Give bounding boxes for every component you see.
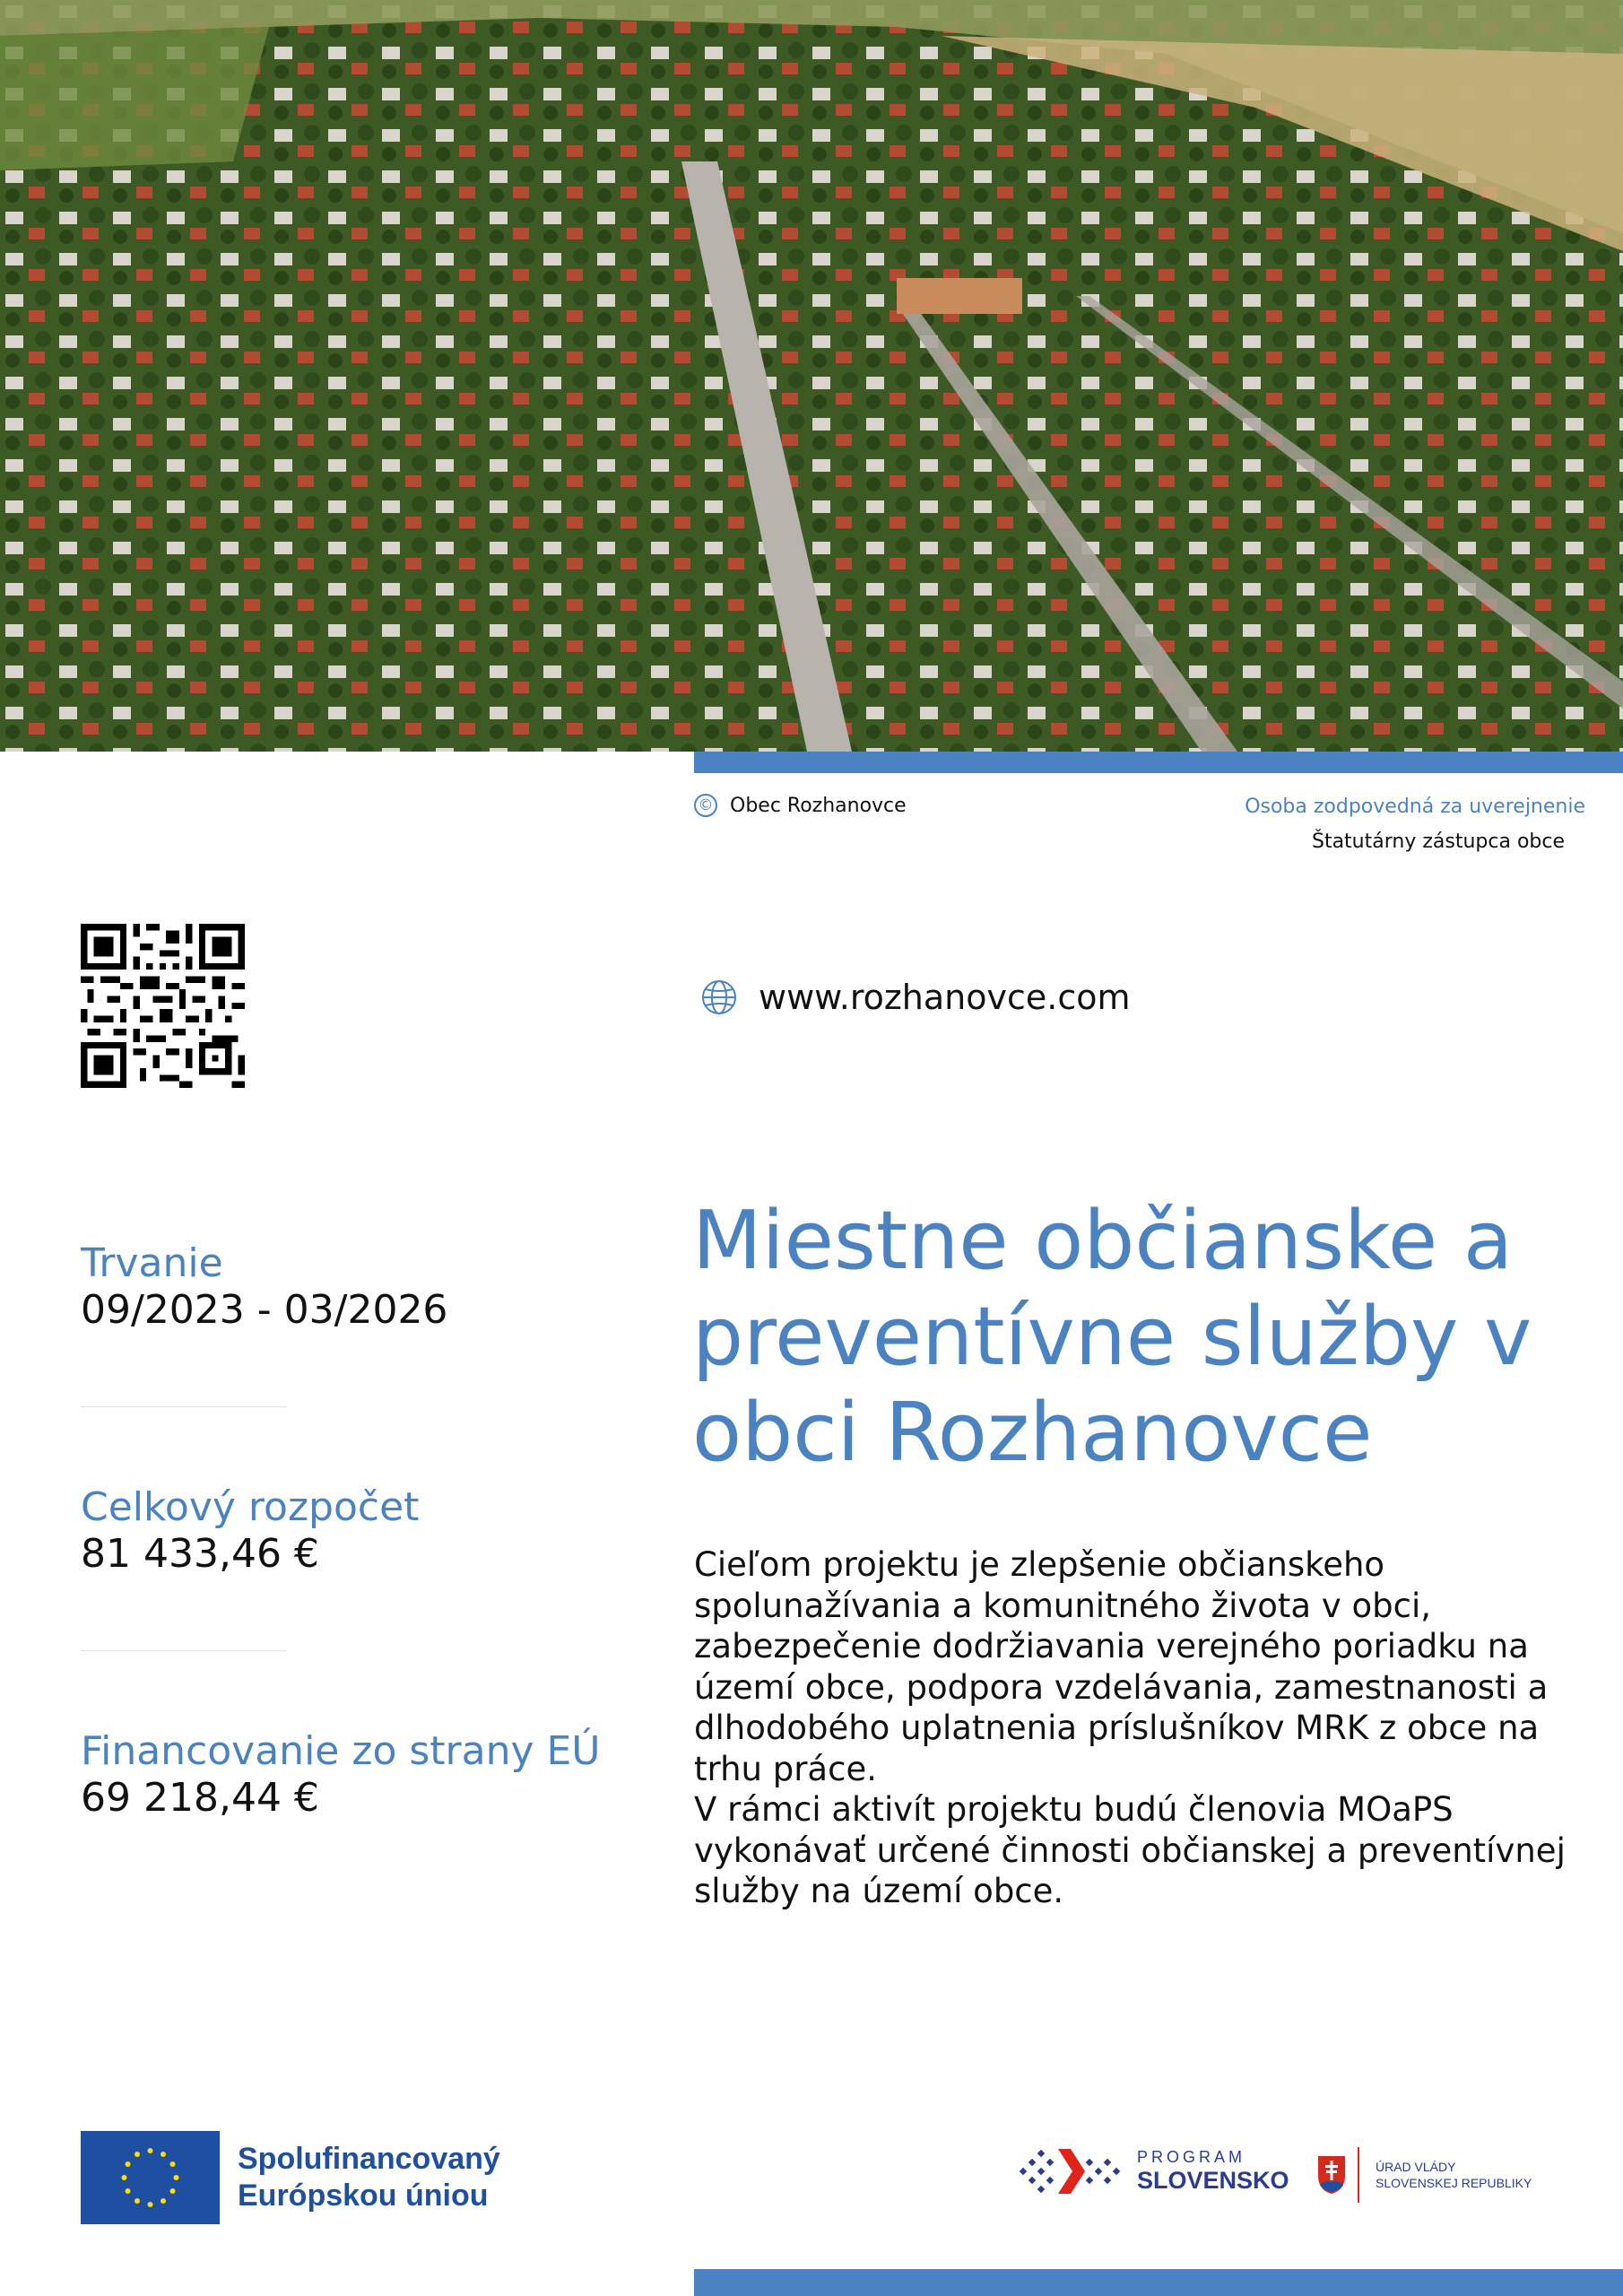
total-budget-label: Celkový rozpočet — [81, 1484, 420, 1530]
globe-icon — [699, 978, 739, 1017]
website-url[interactable]: www.rozhanovce.com — [759, 978, 1131, 1017]
government-office-logo — [1316, 2147, 1532, 2203]
duration-label: Trvanie — [81, 1240, 223, 1286]
description-paragraph: V rámci aktivít projektu budú členovia MOaPS vykonávať určené činnosti občianskej a preventívnej služby na území obce. — [694, 1790, 1566, 1910]
copyright-icon: © — [694, 794, 717, 817]
bottom-accent-bar — [694, 2269, 1623, 2296]
village-aerial-photo — [0, 0, 1623, 752]
eu-logo-line: Spolufinancovaný — [238, 2142, 500, 2176]
divider — [81, 1650, 287, 1651]
program-slovensko-logo — [1019, 2142, 1289, 2201]
eu-funding-value: 69 218,44 € — [81, 1775, 319, 1821]
photo-credit — [694, 794, 907, 817]
slovak-coat-of-arms-icon — [1316, 2154, 1347, 2196]
eu-logo-line: Európskou úniou — [238, 2179, 489, 2213]
top-accent-bar — [694, 752, 1623, 773]
description-paragraph: Cieľom projektu je zlepšenie občianskeho spolunažívania a komunitného života v obci, zabezpečenie dodržiavania verejného poriadku na území obce, podpora vzdelávania, zamestnanosti a dlhodobého uplatnenia príslušníkov MRK z obce na trhu práce. — [694, 1545, 1549, 1788]
divider — [81, 1406, 287, 1407]
program-label: PROGRAM — [1137, 2148, 1246, 2166]
photo-credit-owner: Obec Rozhanovce — [730, 794, 907, 817]
responsible-person-label: Osoba zodpovedná za uverejnenie — [1245, 796, 1585, 818]
total-budget-value: 81 433,46 € — [81, 1531, 319, 1577]
qr-code[interactable] — [81, 924, 245, 1088]
slovensko-label: SLOVENSKO — [1137, 2167, 1289, 2194]
website[interactable] — [699, 978, 1131, 1017]
logo-divider — [1358, 2147, 1359, 2203]
office-logo-line: SLOVENSKEJ REPUBLIKY — [1376, 2176, 1532, 2190]
eu-funding-label: Financovanie zo strany EÚ — [81, 1728, 601, 1774]
program-slovensko-mark-icon — [1019, 2142, 1124, 2201]
office-logo-line: ÚRAD VLÁDY — [1376, 2160, 1456, 2174]
responsible-person-value: Štatutárny zástupca obce — [1311, 831, 1565, 853]
duration-value: 09/2023 - 03/2026 — [81, 1287, 448, 1333]
project-title: Miestne občianske a preventívne služby v obci Rozhanovce — [692, 1194, 1532, 1480]
eu-cofunded-logo — [81, 2131, 500, 2224]
eu-flag-icon — [81, 2131, 220, 2224]
project-description — [694, 1544, 1591, 1912]
